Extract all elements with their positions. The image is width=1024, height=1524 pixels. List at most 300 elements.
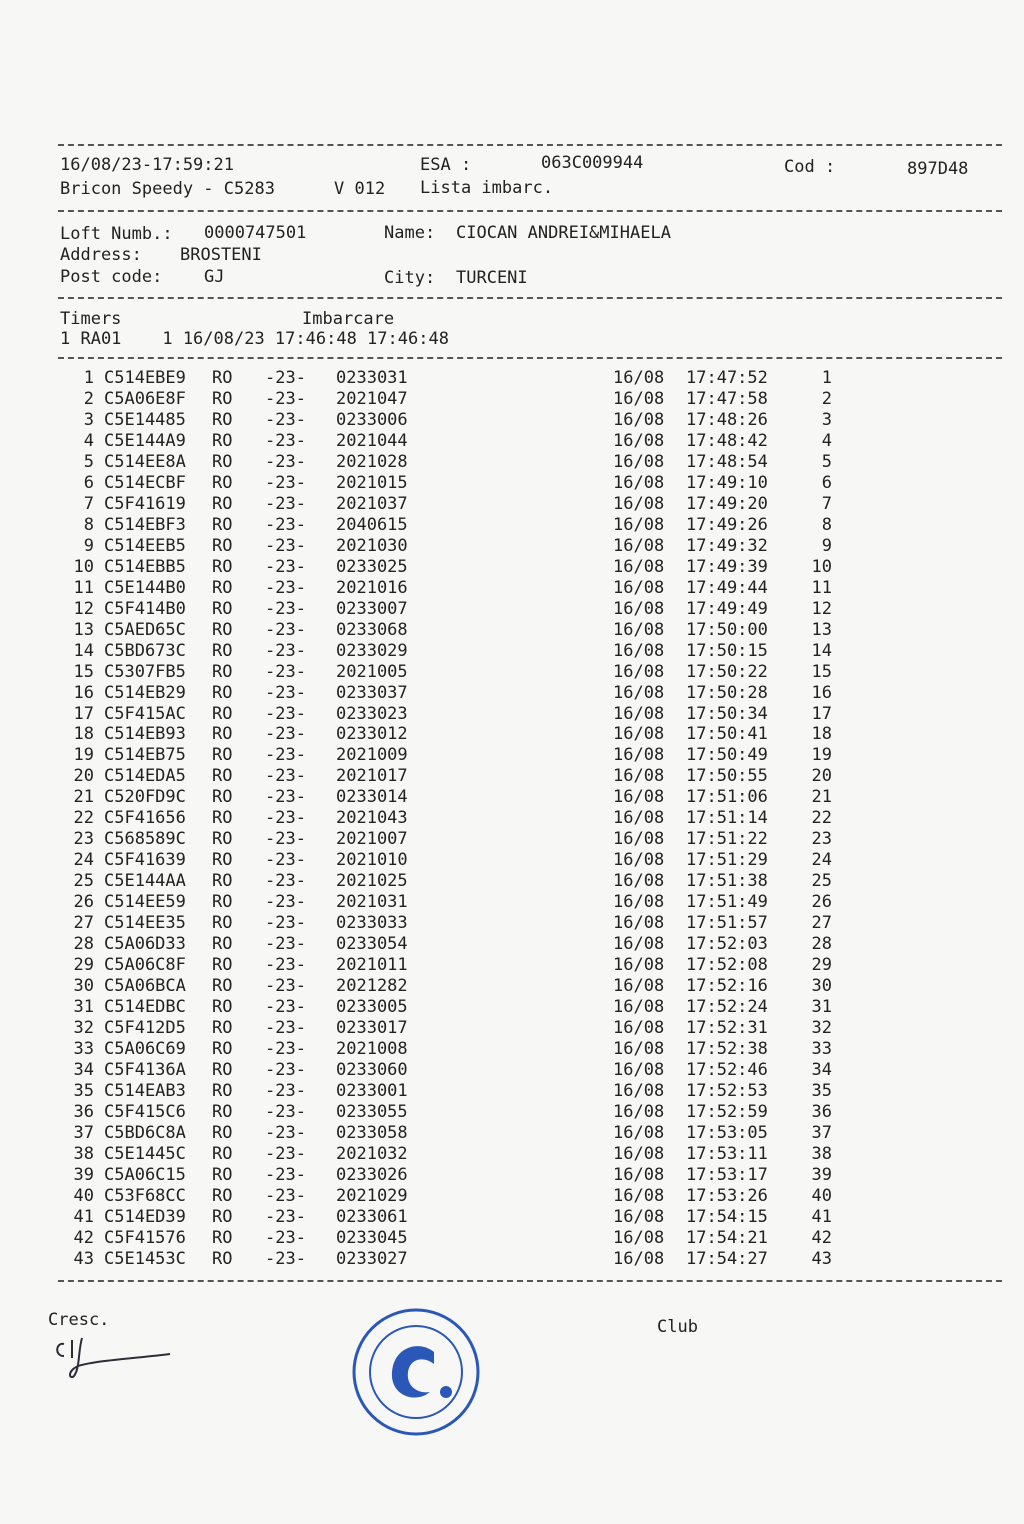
- ring-code: C5E1445C: [104, 1143, 186, 1164]
- ring-country: RO: [212, 745, 233, 766]
- arrival-date: 16/08: [613, 640, 665, 661]
- ring-year: -23-: [265, 1143, 306, 1164]
- arrival-order: 30: [811, 976, 832, 997]
- ring-code: C5E14485: [104, 409, 186, 430]
- arrival-order: 39: [811, 1164, 832, 1185]
- entry-index: 39: [73, 1164, 94, 1185]
- arrival-time: 17:50:49: [686, 745, 768, 766]
- arrival-date: 16/08: [613, 1039, 665, 1060]
- arrival-time: 17:48:26: [686, 409, 768, 430]
- ring-number: 0233055: [336, 1101, 408, 1122]
- ring-country: RO: [212, 1101, 233, 1122]
- entry-index: 23: [73, 829, 94, 850]
- ring-year: -23-: [265, 493, 306, 514]
- ring-number: 0233054: [336, 934, 408, 955]
- address-label: Address:: [60, 245, 142, 265]
- table-row: [0, 620, 1024, 641]
- ring-country: RO: [212, 368, 233, 388]
- arrival-time: 17:49:49: [686, 598, 768, 619]
- ring-code: C514EAB3: [104, 1080, 186, 1101]
- arrival-time: 17:48:54: [686, 451, 768, 472]
- ring-code: C5F41576: [104, 1227, 186, 1248]
- ring-number: 2021010: [336, 850, 408, 871]
- arrival-date: 16/08: [613, 1206, 665, 1227]
- ring-year: -23-: [265, 913, 306, 934]
- address-value: BROSTENI: [180, 245, 262, 265]
- entry-index: 5: [83, 451, 94, 472]
- ring-year: -23-: [265, 871, 306, 892]
- arrival-order: 34: [811, 1060, 832, 1080]
- ring-code: C5A06BCA: [104, 976, 186, 997]
- entry-index: 8: [83, 514, 94, 535]
- arrival-time: 17:52:31: [686, 1018, 768, 1039]
- entry-index: 12: [73, 598, 94, 619]
- arrival-time: 17:47:58: [686, 388, 768, 409]
- ring-code: C514EB93: [104, 724, 186, 745]
- ring-year: -23-: [265, 850, 306, 871]
- ring-code: C53F68CC: [104, 1185, 186, 1206]
- arrival-order: 16: [811, 682, 832, 703]
- ring-number: 2021009: [336, 745, 408, 766]
- entry-index: 42: [73, 1227, 94, 1248]
- post-code-label: Post code:: [60, 267, 163, 287]
- ring-code: C520FD9C: [104, 787, 186, 808]
- ring-code: C514EB29: [104, 682, 186, 703]
- device-name: Bricon Speedy - C5283: [60, 179, 275, 199]
- arrival-time: 17:52:24: [686, 997, 768, 1018]
- entry-index: 18: [73, 724, 94, 745]
- arrival-time: 17:49:10: [686, 472, 768, 493]
- ring-country: RO: [212, 808, 233, 829]
- arrival-order: 1: [821, 368, 832, 388]
- entry-index: 13: [73, 619, 94, 640]
- ring-code: C5307FB5: [104, 661, 186, 682]
- ring-country: RO: [212, 913, 233, 934]
- arrival-time: 17:52:59: [686, 1101, 768, 1122]
- arrival-time: 17:54:27: [686, 1248, 768, 1269]
- ring-number: 2021037: [336, 493, 408, 514]
- entry-index: 32: [73, 1018, 94, 1039]
- table-row: [0, 1207, 1024, 1228]
- ring-year: -23-: [265, 745, 306, 766]
- ring-country: RO: [212, 598, 233, 619]
- ring-year: -23-: [265, 682, 306, 703]
- table-row: [0, 829, 1024, 850]
- ring-number: 2021028: [336, 451, 408, 472]
- ring-code: C5F41619: [104, 493, 186, 514]
- cresc-label: Cresc.: [48, 1310, 110, 1330]
- arrival-date: 16/08: [613, 661, 665, 682]
- ring-year: -23-: [265, 409, 306, 430]
- arrival-order: 18: [811, 724, 832, 745]
- ring-country: RO: [212, 892, 233, 913]
- arrival-date: 16/08: [613, 472, 665, 493]
- entry-index: 37: [73, 1122, 94, 1143]
- ring-country: RO: [212, 787, 233, 808]
- arrival-order: 4: [821, 430, 832, 451]
- ring-code: C5E144AA: [104, 871, 186, 892]
- ring-country: RO: [212, 514, 233, 535]
- ring-number: 0233023: [336, 703, 408, 724]
- arrival-date: 16/08: [613, 409, 665, 430]
- entry-index: 10: [73, 556, 94, 577]
- arrival-time: 17:50:41: [686, 724, 768, 745]
- table-row: [0, 578, 1024, 599]
- ring-code: C5BD673C: [104, 640, 186, 661]
- arrival-time: 17:54:15: [686, 1206, 768, 1227]
- table-row: [0, 1018, 1024, 1039]
- table-row: [0, 1144, 1024, 1165]
- table-row: [0, 410, 1024, 431]
- ring-country: RO: [212, 493, 233, 514]
- ring-year: -23-: [265, 1080, 306, 1101]
- arrival-time: 17:51:38: [686, 871, 768, 892]
- ring-year: -23-: [265, 1018, 306, 1039]
- ring-country: RO: [212, 1122, 233, 1143]
- arrival-time: 17:52:08: [686, 955, 768, 976]
- arrival-date: 16/08: [613, 892, 665, 913]
- arrival-date: 16/08: [613, 577, 665, 598]
- table-row: [0, 766, 1024, 787]
- ring-year: -23-: [265, 430, 306, 451]
- table-row: [0, 662, 1024, 683]
- arrival-date: 16/08: [613, 1080, 665, 1101]
- ring-number: 2021030: [336, 535, 408, 556]
- arrival-order: 8: [821, 514, 832, 535]
- esa-value: 063C009944: [541, 153, 644, 173]
- entry-index: 27: [73, 913, 94, 934]
- arrival-date: 16/08: [613, 598, 665, 619]
- ring-code: C514ED39: [104, 1206, 186, 1227]
- table-row: [0, 1123, 1024, 1144]
- arrival-order: 32: [811, 1018, 832, 1039]
- ring-country: RO: [212, 934, 233, 955]
- ring-country: RO: [212, 1060, 233, 1080]
- ring-number: 0233027: [336, 1248, 408, 1269]
- ring-country: RO: [212, 556, 233, 577]
- table-row: [0, 787, 1024, 808]
- ring-code: C5A06E8F: [104, 388, 186, 409]
- ring-code: C5F414B0: [104, 598, 186, 619]
- ring-number: 0233026: [336, 1164, 408, 1185]
- arrival-date: 16/08: [613, 808, 665, 829]
- ring-country: RO: [212, 1039, 233, 1060]
- arrival-order: 31: [811, 997, 832, 1018]
- table-row: [0, 641, 1024, 662]
- ring-year: -23-: [265, 787, 306, 808]
- ring-country: RO: [212, 829, 233, 850]
- ring-number: 2021016: [336, 577, 408, 598]
- arrival-date: 16/08: [613, 388, 665, 409]
- arrival-time: 17:52:16: [686, 976, 768, 997]
- ring-year: -23-: [265, 368, 306, 388]
- ring-country: RO: [212, 451, 233, 472]
- arrival-date: 16/08: [613, 766, 665, 787]
- ring-number: 2021044: [336, 430, 408, 451]
- arrival-time: 17:53:17: [686, 1164, 768, 1185]
- ring-number: 2021047: [336, 388, 408, 409]
- entry-index: 33: [73, 1039, 94, 1060]
- ring-number: 2040615: [336, 514, 408, 535]
- table-row: [0, 1102, 1024, 1123]
- arrival-time: 17:49:39: [686, 556, 768, 577]
- ring-code: C568589C: [104, 829, 186, 850]
- ring-year: -23-: [265, 556, 306, 577]
- ring-code: C5F415AC: [104, 703, 186, 724]
- entry-index: 15: [73, 661, 94, 682]
- table-row: [0, 1165, 1024, 1186]
- arrival-date: 16/08: [613, 1101, 665, 1122]
- entry-index: 22: [73, 808, 94, 829]
- ring-country: RO: [212, 661, 233, 682]
- arrival-time: 17:53:26: [686, 1185, 768, 1206]
- ring-code: C514EDBC: [104, 997, 186, 1018]
- arrival-order: 27: [811, 913, 832, 934]
- ring-number: 2021031: [336, 892, 408, 913]
- arrival-order: 17: [811, 703, 832, 724]
- arrival-date: 16/08: [613, 829, 665, 850]
- arrival-date: 16/08: [613, 997, 665, 1018]
- arrival-time: 17:47:52: [686, 368, 768, 388]
- ring-code: C5F41639: [104, 850, 186, 871]
- ring-country: RO: [212, 871, 233, 892]
- arrival-order: 26: [811, 892, 832, 913]
- table-row: [0, 1081, 1024, 1102]
- table-row: [0, 368, 1024, 389]
- arrival-date: 16/08: [613, 368, 665, 388]
- ring-year: -23-: [265, 619, 306, 640]
- separator-line: [58, 1280, 1002, 1282]
- ring-code: C514EE59: [104, 892, 186, 913]
- ring-number: 0233045: [336, 1227, 408, 1248]
- arrival-order: 5: [821, 451, 832, 472]
- ring-code: C514EE35: [104, 913, 186, 934]
- device-version: V 012: [334, 179, 386, 199]
- arrival-time: 17:52:53: [686, 1080, 768, 1101]
- ring-country: RO: [212, 682, 233, 703]
- ring-year: -23-: [265, 1227, 306, 1248]
- city-value: TURCENI: [456, 268, 528, 288]
- ring-year: -23-: [265, 829, 306, 850]
- ring-code: C5F415C6: [104, 1101, 186, 1122]
- arrival-order: 12: [811, 598, 832, 619]
- arrival-order: 14: [811, 640, 832, 661]
- entry-index: 7: [83, 493, 94, 514]
- arrival-date: 16/08: [613, 556, 665, 577]
- arrival-time: 17:51:29: [686, 850, 768, 871]
- ring-country: RO: [212, 1248, 233, 1269]
- arrival-date: 16/08: [613, 1164, 665, 1185]
- ring-number: 0233007: [336, 598, 408, 619]
- arrival-order: 22: [811, 808, 832, 829]
- ring-year: -23-: [265, 1101, 306, 1122]
- breeder-name: CIOCAN ANDREI&MIHAELA: [456, 223, 671, 243]
- city-label: City:: [384, 268, 436, 288]
- ring-code: C5F412D5: [104, 1018, 186, 1039]
- ring-code: C514EDA5: [104, 766, 186, 787]
- arrival-time: 17:53:11: [686, 1143, 768, 1164]
- entry-index: 17: [73, 703, 94, 724]
- post-code-value: GJ: [204, 267, 225, 287]
- ring-code: C5F4136A: [104, 1060, 186, 1080]
- table-row: [0, 704, 1024, 725]
- arrival-time: 17:52:38: [686, 1039, 768, 1060]
- ring-code: C5BD6C8A: [104, 1122, 186, 1143]
- entry-index: 2: [83, 388, 94, 409]
- ring-country: RO: [212, 409, 233, 430]
- ring-year: -23-: [265, 724, 306, 745]
- arrival-time: 17:50:34: [686, 703, 768, 724]
- ring-number: 0233068: [336, 619, 408, 640]
- ring-year: -23-: [265, 997, 306, 1018]
- ring-year: -23-: [265, 1248, 306, 1269]
- ring-code: C5E1453C: [104, 1248, 186, 1269]
- ring-country: RO: [212, 535, 233, 556]
- table-row: [0, 494, 1024, 515]
- entry-index: 35: [73, 1080, 94, 1101]
- ring-year: -23-: [265, 661, 306, 682]
- table-row: [0, 913, 1024, 934]
- table-row: [0, 431, 1024, 452]
- ring-code: C5A06C69: [104, 1039, 186, 1060]
- ring-year: -23-: [265, 1122, 306, 1143]
- arrival-order: 23: [811, 829, 832, 850]
- entry-index: 30: [73, 976, 94, 997]
- ring-year: -23-: [265, 1185, 306, 1206]
- ring-country: RO: [212, 1018, 233, 1039]
- timers-label: Timers: [60, 309, 122, 329]
- entry-index: 34: [73, 1060, 94, 1080]
- ring-code: C514EE8A: [104, 451, 186, 472]
- ring-country: RO: [212, 1080, 233, 1101]
- arrival-time: 17:50:28: [686, 682, 768, 703]
- table-row: [0, 955, 1024, 976]
- ring-year: -23-: [265, 1039, 306, 1060]
- ring-country: RO: [212, 1164, 233, 1185]
- arrival-order: 7: [821, 493, 832, 514]
- ring-year: -23-: [265, 451, 306, 472]
- ring-country: RO: [212, 955, 233, 976]
- table-row: [0, 1186, 1024, 1207]
- arrival-date: 16/08: [613, 850, 665, 871]
- entry-index: 38: [73, 1143, 94, 1164]
- arrival-time: 17:51:57: [686, 913, 768, 934]
- imbarcare-label: Imbarcare: [302, 309, 395, 329]
- ring-year: -23-: [265, 1164, 306, 1185]
- arrival-time: 17:48:42: [686, 430, 768, 451]
- ring-number: 2021029: [336, 1185, 408, 1206]
- arrival-date: 16/08: [613, 1227, 665, 1248]
- table-row: [0, 976, 1024, 997]
- arrival-date: 16/08: [613, 1185, 665, 1206]
- ring-number: 2021282: [336, 976, 408, 997]
- ring-country: RO: [212, 1227, 233, 1248]
- ring-code: C5A06C15: [104, 1164, 186, 1185]
- ring-number: 2021005: [336, 661, 408, 682]
- arrival-order: 43: [811, 1248, 832, 1269]
- entry-index: 11: [73, 577, 94, 598]
- ring-number: 0233037: [336, 682, 408, 703]
- ring-year: -23-: [265, 598, 306, 619]
- ring-code: C514EBB5: [104, 556, 186, 577]
- ring-country: RO: [212, 850, 233, 871]
- ring-year: -23-: [265, 766, 306, 787]
- table-row: [0, 871, 1024, 892]
- arrival-time: 17:54:21: [686, 1227, 768, 1248]
- timer-line: 1 RA01 1 16/08/23 17:46:48 17:46:48: [60, 329, 449, 349]
- ring-year: -23-: [265, 577, 306, 598]
- arrival-time: 17:51:06: [686, 787, 768, 808]
- ring-year: -23-: [265, 1060, 306, 1080]
- ring-country: RO: [212, 997, 233, 1018]
- ring-code: C5F41656: [104, 808, 186, 829]
- arrival-order: 35: [811, 1080, 832, 1101]
- arrival-order: 36: [811, 1101, 832, 1122]
- table-row: [0, 745, 1024, 766]
- arrival-order: 15: [811, 661, 832, 682]
- entry-index: 21: [73, 787, 94, 808]
- ring-code: C514EEB5: [104, 535, 186, 556]
- table-row: [0, 557, 1024, 578]
- arrival-date: 16/08: [613, 1143, 665, 1164]
- arrival-order: 19: [811, 745, 832, 766]
- arrival-order: 29: [811, 955, 832, 976]
- ring-year: -23-: [265, 388, 306, 409]
- arrival-date: 16/08: [613, 430, 665, 451]
- ring-country: RO: [212, 640, 233, 661]
- ring-country: RO: [212, 388, 233, 409]
- ring-number: 2021011: [336, 955, 408, 976]
- entry-index: 25: [73, 871, 94, 892]
- arrival-time: 17:49:26: [686, 514, 768, 535]
- entry-index: 24: [73, 850, 94, 871]
- ring-country: RO: [212, 472, 233, 493]
- arrival-date: 16/08: [613, 619, 665, 640]
- table-row: [0, 1249, 1024, 1270]
- print-datetime: 16/08/23-17:59:21: [60, 155, 234, 175]
- arrival-date: 16/08: [613, 514, 665, 535]
- arrival-order: 13: [811, 619, 832, 640]
- arrival-time: 17:53:05: [686, 1122, 768, 1143]
- club-label: Club: [657, 1317, 698, 1337]
- entry-index: 40: [73, 1185, 94, 1206]
- ring-country: RO: [212, 1143, 233, 1164]
- arrival-date: 16/08: [613, 1060, 665, 1080]
- table-row: [0, 997, 1024, 1018]
- arrival-time: 17:50:22: [686, 661, 768, 682]
- table-row: [0, 934, 1024, 955]
- ring-number: 2021008: [336, 1039, 408, 1060]
- arrival-order: 41: [811, 1206, 832, 1227]
- table-row: [0, 850, 1024, 871]
- name-label: Name:: [384, 223, 436, 243]
- arrival-date: 16/08: [613, 871, 665, 892]
- arrival-date: 16/08: [613, 451, 665, 472]
- entry-index: 9: [83, 535, 94, 556]
- signature-mark: [50, 1332, 180, 1382]
- arrival-order: 24: [811, 850, 832, 871]
- entry-index: 29: [73, 955, 94, 976]
- ring-number: 0233001: [336, 1080, 408, 1101]
- entry-index: 19: [73, 745, 94, 766]
- table-row: [0, 1060, 1024, 1081]
- arrival-date: 16/08: [613, 1248, 665, 1269]
- ring-number: 2021007: [336, 829, 408, 850]
- ring-number: 0233031: [336, 368, 408, 388]
- ring-number: 0233005: [336, 997, 408, 1018]
- arrival-order: 38: [811, 1143, 832, 1164]
- table-row: [0, 515, 1024, 536]
